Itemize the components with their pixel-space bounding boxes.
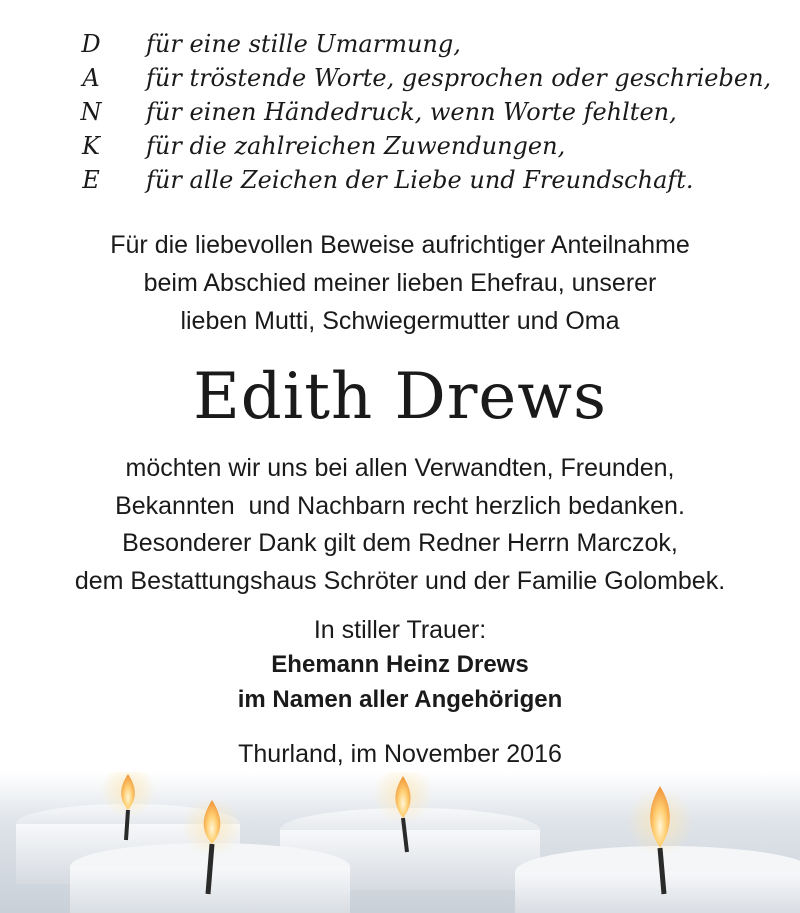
danke-letter: N	[80, 98, 102, 126]
danke-text: für tröstende Worte, gesprochen oder geschrieben,	[146, 64, 772, 92]
danke-row	[0, 30, 800, 64]
danke-letter: K	[82, 132, 100, 160]
danke-letter: A	[82, 64, 100, 92]
intro-text	[0, 226, 800, 340]
danke-text: für die zahlreichen Zuwendungen,	[146, 132, 566, 160]
danke-text: für einen Händedruck, wenn Worte fehlten,	[146, 98, 677, 126]
thanks-line: dem Bestattungshaus Schröter und der Familie Golombek.	[74, 566, 726, 595]
thanks-line: Besonderer Dank gilt dem Redner Herrn Marczok,	[122, 529, 678, 557]
danke-text: für eine stille Umarmung,	[146, 30, 461, 58]
danke-row	[0, 98, 800, 132]
danke-row	[0, 64, 800, 98]
signature-intro: In stiller Trauer:	[313, 616, 487, 644]
danke-text: für alle Zeichen der Liebe und Freundschaft.	[146, 166, 694, 194]
thanks-line: möchten wir uns bei allen Verwandten, Freunden,	[125, 454, 675, 482]
intro-line: lieben Mutti, Schwiegermutter und Oma	[180, 307, 620, 335]
deceased-name: Edith Drews	[193, 360, 607, 434]
intro-line: beim Abschied meiner lieben Ehefrau, unserer	[143, 269, 657, 297]
signature-line-2: im Namen aller Angehörigen	[237, 686, 563, 713]
thanks-line: Bekannten und Nachbarn recht herzlich bedanken.	[115, 491, 685, 520]
place-date: Thurland, im November 2016	[238, 740, 562, 768]
thanks-text	[0, 450, 800, 600]
candles-image	[0, 772, 800, 913]
danke-acrostic	[0, 30, 800, 200]
intro-line: Für die liebevollen Beweise aufrichtiger Anteilnahme	[110, 231, 690, 259]
danke-letter: D	[81, 30, 101, 58]
danke-letter: E	[82, 166, 100, 194]
signature-line-1: Ehemann Heinz Drews	[271, 651, 529, 678]
danke-row	[0, 166, 800, 200]
danke-row	[0, 132, 800, 166]
